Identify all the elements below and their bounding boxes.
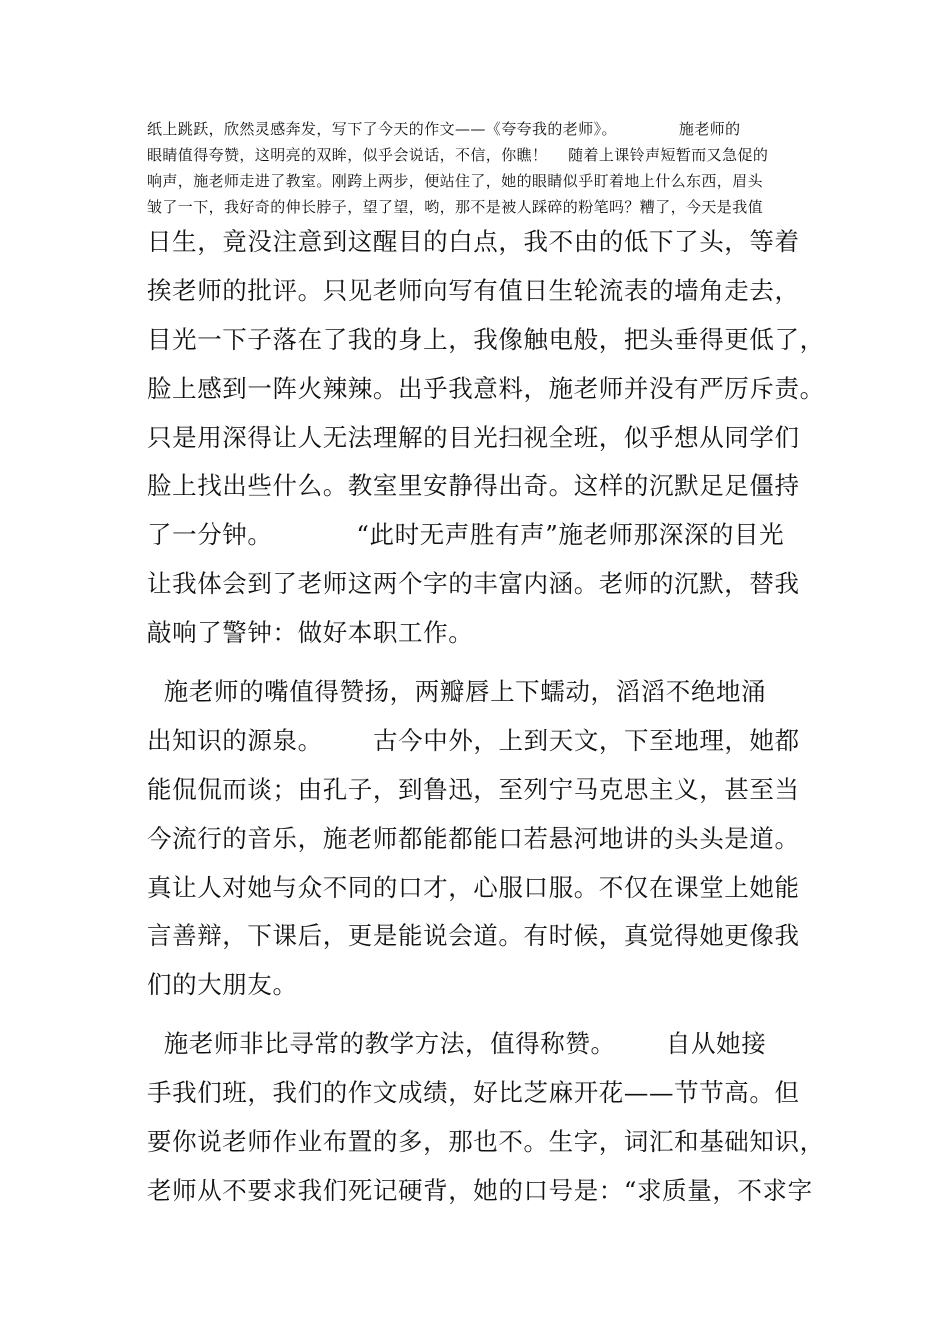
- text-line: 手我们班，我们的作文成绩，好比芝麻开花——节节高。但: [147, 1078, 800, 1108]
- text-line: 施老师的嘴值得赞扬，两瓣唇上下蠕动，滔滔不绝地涌: [147, 677, 767, 707]
- text-line: 响声，施老师走进了教室。刚跨上两步，便站住了，她的眼睛似乎盯着地上什么东西，眉头: [147, 172, 764, 190]
- paragraph-1: [147, 218, 825, 658]
- text-line: 真让人对她与众不同的口才，心服口服。不仅在课堂上她能: [147, 872, 800, 902]
- text-line: 皱了一下，我好奇的伸长脖子，望了望，哟，那不是被人踩碎的粉笔吗？糟了，今天是我值: [147, 198, 764, 216]
- paragraph-3: [147, 1020, 825, 1216]
- text-line: 脸上感到一阵火辣辣。出乎我意料，施老师并没有严厉斥责。: [147, 373, 825, 403]
- text-line: 只是用深得让人无法理解的目光扫视全班，似乎想从同学们: [147, 422, 800, 452]
- text-line: 今流行的音乐，施老师都能都能口若悬河地讲的头头是道。: [147, 823, 800, 853]
- paragraph-2: [147, 668, 813, 1010]
- body-text-block: [147, 218, 825, 1216]
- text-line: 让我体会到了老师这两个字的丰富内涵。老师的沉默，替我: [147, 569, 800, 599]
- text-line: 脸上找出些什么。教室里安静得出奇。这样的沉默足足僵持: [147, 471, 800, 501]
- small-text-block: [147, 116, 813, 220]
- paragraph-spacer: [147, 1010, 813, 1020]
- text-line: 们的大朋友。: [147, 970, 298, 1000]
- text-line: 老师从不要求我们死记硬背，她的口号是：“求质量，不求字: [147, 1175, 813, 1205]
- text-line: 纸上跳跃，欣然灵感奔发，写下了今天的作文——《夸夸我的老师》。 施老师的: [147, 120, 741, 138]
- text-line: 日生，竟没注意到这醒目的白点，我不由的低下了头，等着: [147, 227, 800, 256]
- text-line: 目光一下子落在了我的身上，我像触电般，把头垂得更低了，: [147, 324, 825, 354]
- paragraph-spacer: [147, 658, 813, 668]
- text-line: 能侃侃而谈；由孔子，到鲁迅，至列宁马克思主义，甚至当: [147, 774, 800, 804]
- text-line: 眼睛值得夸赞，这明亮的双眸，似乎会说话，不信，你瞧！ 随着上课铃声短暂而又急促的: [147, 146, 769, 164]
- text-line: 挨老师的批评。只见老师向写有值日生轮流表的墙角走去，: [147, 275, 800, 305]
- text-line: 施老师非比寻常的教学方法，值得称赞。 自从她接: [147, 1029, 767, 1059]
- text-line: 出知识的源泉。 古今中外，上到天文，下至地理，她都: [147, 725, 800, 755]
- text-line: 要你说老师作业布置的多，那也不。生字，词汇和基础知识，: [147, 1127, 825, 1157]
- text-line: 敲响了警钟：做好本职工作。: [147, 618, 474, 648]
- text-line: 了一分钟。 “此时无声胜有声”施老师那深深的目光: [147, 520, 785, 550]
- text-line: 言善辩，下课后，更是能说会道。有时候，真觉得她更像我: [147, 921, 800, 951]
